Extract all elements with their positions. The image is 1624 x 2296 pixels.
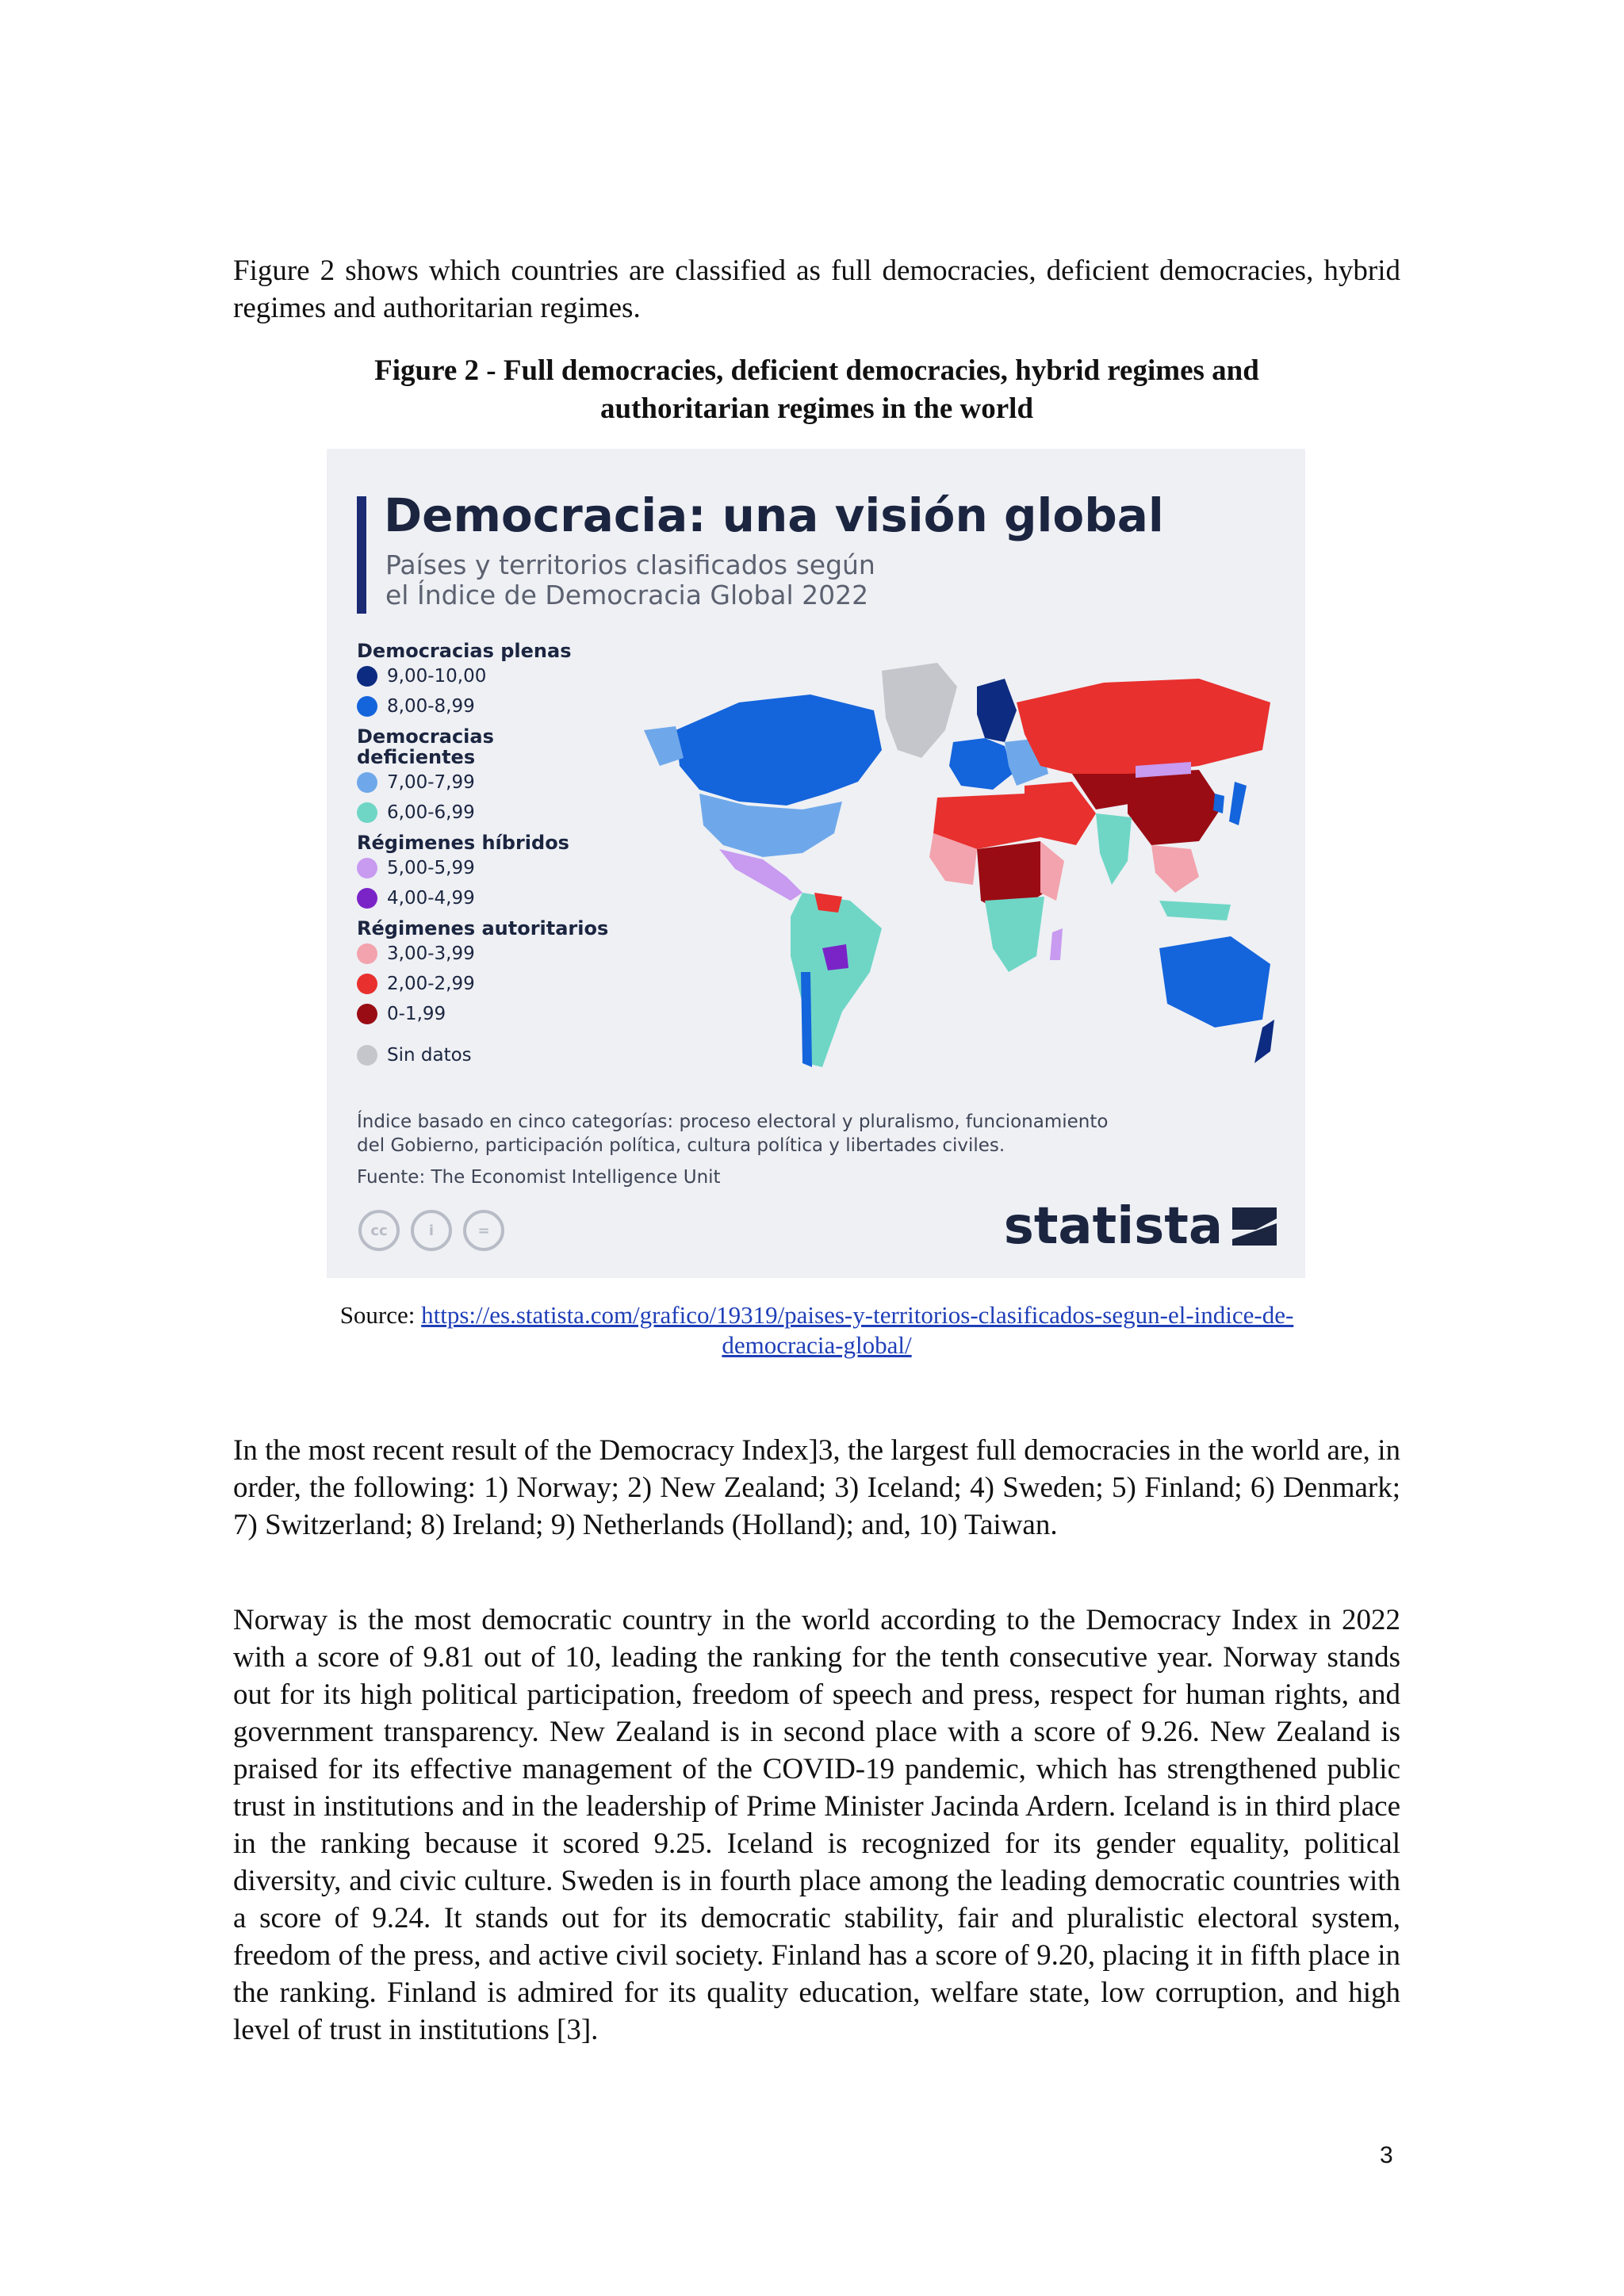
intro-paragraph: Figure 2 shows which countries are classified as full democracies, deficient democracies, hybrid regimes and authoritarian regimes. [233,254,1400,324]
details-paragraph: Norway is the most democratic country in the world according to the Democracy Index in 2022 with a score of 9.81 out of 10, leading the ranking for the tenth consecutive year. Norway stands out for its high political participation, freedom of speech and press, respect for human rights, and government transparency. New Zealand is in second place with a score of 9.26. New Zealand is praised for its effective management of the COVID-19 pandemic, which has strengthened public trust in institutions and in the leadership of Prime Minister Jacinda Ardern. Iceland is in third place in the ranking because it scored 9.25. Iceland is recognized for its gender equality, political diversity, and civic culture. Sweden is in fourth place among the leading democratic countries with a score of 9.24. It stands out for its democratic stability, fair and pluralistic electoral system, freedom of the press, and active civil society. Finland has a score of 9.20, placing it in fifth place in the ranking. Finland is admired for its quality education, welfare state, low corruption, and high level of trust in institutions [3]. [233,1604,1400,2046]
map-region-australia [1159,936,1270,1027]
infographic-title: Democracia: una visión global [384,488,1164,542]
legend-swatch [357,888,377,909]
source-label: Source: [339,1301,422,1329]
map-region-new-zealand [1254,1020,1274,1063]
statista-logo-icon [1232,1207,1277,1246]
legend-label: 2,00-2,99 [387,974,475,994]
legend-item [357,883,642,913]
legend-item [357,661,642,691]
infographic-source: Fuente: The Economist Intelligence Unit [357,1167,721,1188]
world-map [644,655,1278,1099]
infographic-note-line-2: del Gobierno, participación política, cultura política y libertades civiles. [357,1135,1005,1156]
map-region-india [1096,813,1132,885]
legend-item [357,999,642,1029]
no-derivatives-icon: = [463,1210,504,1251]
legend-label: 8,00-8,99 [387,696,475,717]
map-legend [357,636,642,1070]
legend-item [357,939,642,969]
legend-item-no-data [357,1040,642,1070]
legend-swatch [357,696,377,717]
legend-label: 6,00-6,99 [387,802,475,823]
map-region-japan [1229,782,1247,825]
figure-source [238,1300,1396,1360]
legend-swatch [357,666,377,687]
map-region-russia [1017,679,1270,774]
figure-caption [233,352,1400,428]
source-url-line-2: democracia-global/ [722,1331,912,1359]
page-number: 3 [1380,2142,1393,2168]
map-region-korea [1213,794,1224,813]
legend-item [357,767,642,798]
infographic-note-line-1: Índice basado en cinco categorías: proceso electoral y pluralismo, funcionamiento [357,1112,1109,1132]
legend-heading-deficient [357,726,642,767]
legend-swatch [357,1004,377,1024]
legend-label: 4,00-4,99 [387,888,475,909]
legend-heading-hybrid: Régimenes híbridos [357,832,569,854]
map-region-indonesia [1159,901,1231,920]
legend-label: Sin datos [387,1045,472,1066]
map-region-western-europe [949,738,1013,790]
legend-label: 7,00-7,99 [387,772,475,793]
legend-label: 3,00-3,99 [387,943,475,964]
infographic-note [357,1110,1277,1158]
figure-caption-line-1: Figure 2 - Full democracies, deficient democracies, hybrid regimes and [374,354,1259,387]
legend-swatch [357,943,377,964]
legend-swatch [357,858,377,878]
statista-logo [1004,1197,1277,1256]
map-region-chile [801,972,812,1067]
map-region-southeast-asia [1151,845,1199,893]
license-icons [358,1210,504,1251]
map-region-scandinavia [977,679,1017,742]
map-region-southern-africa [985,897,1044,972]
legend-heading-full: Democracias plenas [357,640,572,662]
map-region-canada [676,695,882,806]
map-region-madagascar [1050,928,1063,960]
legend-item [357,691,642,721]
infographic-subtitle-line-1: Países y territorios clasificados según [385,549,875,580]
legend-label: 0-1,99 [387,1004,446,1024]
brand-name: statista [1003,1197,1223,1256]
legend-swatch [357,772,377,793]
legend-swatch [357,1045,377,1066]
legend-swatch [357,802,377,823]
legend-item [357,853,642,883]
infographic-subtitle-line-2: el Índice de Democracia Global 2022 [385,580,869,610]
ranking-paragraph: In the most recent result of the Democracy Index]3, the largest full democracies in the world are, in order, the following: 1) Norway; 2) New Zealand; 3) Iceland; 4) Sweden; 5) Finland; 6) Denmark; 7) Switzerland; 8) Ireland; 9) Netherlands (Holland); and, 10) Taiwan. [233,1434,1400,1541]
map-region-mexico [719,849,802,901]
democracy-infographic [327,449,1305,1278]
attribution-icon: i [411,1210,452,1251]
map-region-east-africa [1040,841,1064,901]
source-url-line-1: https://es.statista.com/grafico/19319/paises-y-territorios-clasificados-segun-el-indice-de- [421,1301,1294,1329]
legend-swatch [357,974,377,994]
map-region-greenland [882,663,957,758]
legend-label: 5,00-5,99 [387,858,475,878]
map-region-venezuela [814,893,842,913]
figure-caption-line-2: authoritarian regimes in the world [599,392,1034,425]
source-link[interactable] [421,1301,1293,1359]
legend-heading-deficient-line-1: Democracias [357,725,494,748]
legend-item [357,969,642,999]
creative-commons-icon: cc [358,1210,400,1251]
legend-heading-deficient-line-2: deficientes [357,746,476,768]
legend-item [357,798,642,828]
title-accent-bar [357,496,366,614]
map-region-china [1128,770,1223,845]
legend-heading-authoritarian: Régimenes autoritarios [357,917,609,939]
legend-label: 9,00-10,00 [387,666,487,687]
